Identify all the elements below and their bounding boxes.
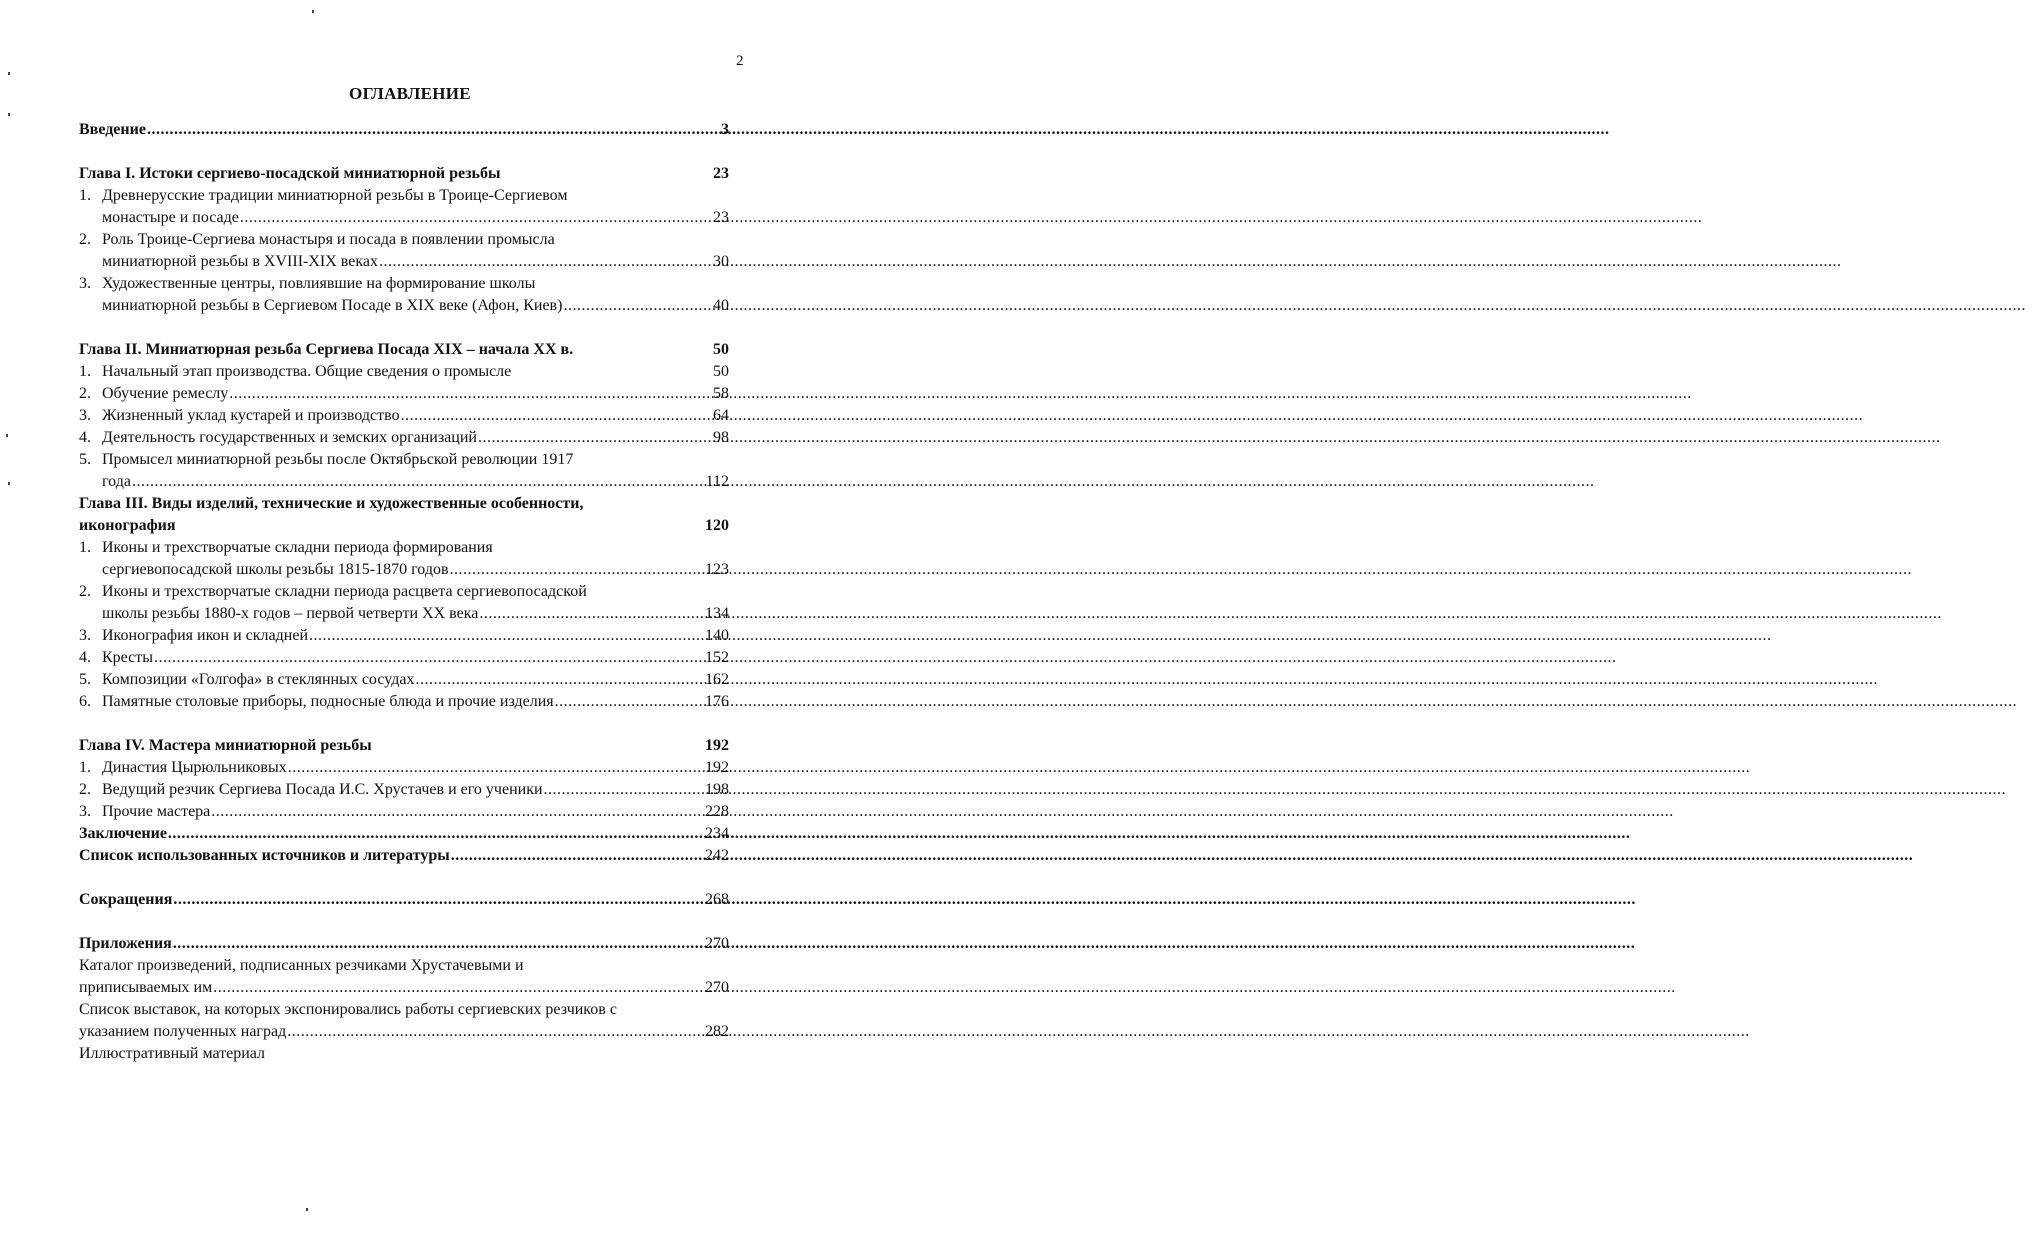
toc-entry-chapter-1 — [79, 163, 729, 185]
page-ref: 50 — [713, 363, 729, 380]
page-ref: 198 — [705, 781, 729, 798]
toc-entry-chapter-2 — [79, 339, 729, 361]
toc-entry-abbreviations — [79, 889, 729, 911]
toc-entry-2-4 — [79, 427, 729, 449]
page-ref: 123 — [705, 561, 729, 578]
entry-title: Заключение — [79, 825, 167, 842]
entry-title: Глава I. Истоки сергиево-посадской миниатюрной резьбы — [79, 165, 501, 182]
page-ref: 64 — [713, 407, 729, 424]
toc-entry-1-1 — [79, 185, 729, 229]
entry-title: Каталог произведений, подписанных резчиками Хрустачевыми и — [79, 957, 524, 974]
page-number: 2 — [736, 53, 744, 69]
toc-entry-3-3 — [79, 625, 729, 647]
toc-entry-2-2 — [79, 383, 729, 405]
toc-entry-1-2 — [79, 229, 729, 273]
entry-title-cont: приписываемых им — [79, 979, 213, 996]
item-number: 3. — [79, 627, 91, 644]
page-ref: 270 — [705, 979, 729, 996]
scan-speck — [312, 10, 314, 13]
toc-entry-3-6 — [79, 691, 729, 713]
page-ref: 268 — [705, 891, 729, 908]
entry-title: Древнерусские традиции миниатюрной резьбы в Троице-Сергиевом — [102, 187, 568, 204]
page-ref: 152 — [705, 649, 729, 666]
toc-entry-3-4 — [79, 647, 729, 669]
entry-title: Список выставок, на которых экспонировались работы сергиевских резчиков с — [79, 1001, 617, 1018]
scan-speck — [6, 434, 8, 437]
scan-speck — [306, 1208, 308, 1211]
item-number: 6. — [79, 693, 91, 710]
entry-title: Глава IV. Мастера миниатюрной резьбы — [79, 737, 372, 754]
toc-entry-conclusion — [79, 823, 729, 845]
toc-entry-1-3 — [79, 273, 729, 317]
page-ref: 112 — [705, 473, 729, 490]
item-number: 2. — [79, 385, 91, 402]
item-number: 1. — [79, 759, 91, 776]
entry-title: Роль Троице-Сергиева монастыря и посада в появлении промысла — [102, 231, 555, 248]
item-number: 2. — [79, 583, 91, 600]
toc-entry-2-1 — [79, 361, 729, 383]
scan-speck — [8, 482, 10, 485]
entry-title: Сокращения — [79, 891, 173, 908]
toc-entry-4-2 — [79, 779, 729, 801]
toc-entry-bibliography — [79, 845, 729, 867]
page-ref: 98 — [713, 429, 729, 446]
page-ref: 270 — [705, 935, 729, 952]
entry-title: Начальный этап производства. Общие сведения о промысле — [102, 363, 512, 380]
entry-title: Глава II. Миниатюрная резьба Сергиева Посада XIX – начала XX в. — [79, 341, 574, 358]
toc-entry-chapter-3 — [79, 493, 729, 537]
entry-title: Ведущий резчик Сергиева Посада И.С. Хрустачев и его ученики — [102, 781, 543, 798]
page-ref: 120 — [705, 517, 729, 534]
item-number: 3. — [79, 803, 91, 820]
entry-title-cont: миниатюрной резьбы в Сергиевом Посаде в XIX веке (Афон, Киев) — [102, 297, 563, 314]
entry-title: Промысел миниатюрной резьбы после Октябрьской революции 1917 — [102, 451, 574, 468]
toc-title: ОГЛАВЛЕНИЕ — [349, 84, 471, 103]
page-ref: 134 — [705, 605, 729, 622]
scan-speck — [8, 113, 10, 116]
page-ref: 242 — [705, 847, 729, 864]
entry-title: Иконография икон и складней — [102, 627, 309, 644]
item-number: 5. — [79, 451, 91, 468]
entry-title-cont: монастыре и посаде — [102, 209, 239, 226]
entry-title: Приложения — [79, 935, 172, 952]
page-ref: 234 — [705, 825, 729, 842]
page-ref: 140 — [705, 627, 729, 644]
entry-title: Композиции «Голгофа» в стеклянных сосудах — [102, 671, 415, 688]
entry-title: Обучение ремеслу — [102, 385, 229, 402]
item-number: 1. — [79, 187, 91, 204]
toc-entry-appendices — [79, 933, 729, 955]
entry-title-cont: иконография — [79, 517, 176, 534]
page-ref: 3 — [721, 121, 729, 138]
page-ref: 30 — [713, 253, 729, 270]
entry-title: Список использованных источников и литературы — [79, 847, 450, 864]
toc-entry-3-5 — [79, 669, 729, 691]
item-number: 2. — [79, 781, 91, 798]
toc-entry-4-3 — [79, 801, 729, 823]
item-number: 5. — [79, 671, 91, 688]
entry-title-cont: года — [102, 473, 131, 490]
toc-entry-2-3 — [79, 405, 729, 427]
entry-title: Иконы и трехстворчатые складни периода формирования — [102, 539, 493, 556]
toc-entry-chapter-4 — [79, 735, 729, 757]
toc-entry-3-1 — [79, 537, 729, 581]
page-ref: 192 — [705, 737, 729, 754]
item-number: 2. — [79, 231, 91, 248]
table-of-contents — [79, 119, 729, 1065]
page-ref: 50 — [713, 341, 729, 358]
page-ref: 23 — [713, 165, 729, 182]
entry-title: Иконы и трехстворчатые складни периода расцвета сергиевопосадской — [102, 583, 587, 600]
entry-title-cont: школы резьбы 1880-х годов – первой четверти XX века — [102, 605, 479, 622]
item-number: 1. — [79, 539, 91, 556]
toc-entry-catalog — [79, 955, 729, 999]
entry-title: Династия Цырюльниковых — [102, 759, 287, 776]
item-number: 4. — [79, 649, 91, 666]
entry-title: Деятельность государственных и земских организаций — [102, 429, 477, 446]
page-ref: 282 — [705, 1023, 729, 1040]
page-ref: 162 — [705, 671, 729, 688]
entry-title: Введение — [79, 121, 146, 138]
entry-title: Жизненный уклад кустарей и производство — [102, 407, 400, 424]
entry-title-cont: миниатюрной резьбы в XVIII-XIX веках — [102, 253, 378, 270]
item-number: 1. — [79, 363, 91, 380]
page-ref: 176 — [705, 693, 729, 710]
item-number: 4. — [79, 429, 91, 446]
toc-entry-3-2 — [79, 581, 729, 625]
entry-title-cont: сергиевопосадской школы резьбы 1815-1870 годов — [102, 561, 449, 578]
toc-entry-2-5 — [79, 449, 729, 493]
toc-entry-introduction — [79, 119, 729, 141]
entry-title: Художественные центры, повлиявшие на формирование школы — [102, 275, 536, 292]
entry-title-cont: указанием полученных наград — [79, 1023, 287, 1040]
item-number: 3. — [79, 407, 91, 424]
toc-entry-illustrations — [79, 1043, 729, 1065]
page-ref: 23 — [713, 209, 729, 226]
item-number: 3. — [79, 275, 91, 292]
entry-title: Кресты — [102, 649, 154, 666]
toc-entry-4-1 — [79, 757, 729, 779]
scan-speck — [8, 72, 10, 75]
page-ref: 58 — [713, 385, 729, 402]
entry-title: Иллюстративный материал — [79, 1045, 266, 1062]
page-ref: 228 — [705, 803, 729, 820]
entry-title: Глава III. Виды изделий, технические и художественные особенности, — [79, 495, 584, 512]
entry-title: Памятные столовые приборы, подносные блюда и прочие изделия — [102, 693, 554, 710]
page-ref: 40 — [713, 297, 729, 314]
toc-entry-exhibitions — [79, 999, 729, 1043]
page-ref: 192 — [705, 759, 729, 776]
entry-title: Прочие мастера — [102, 803, 211, 820]
